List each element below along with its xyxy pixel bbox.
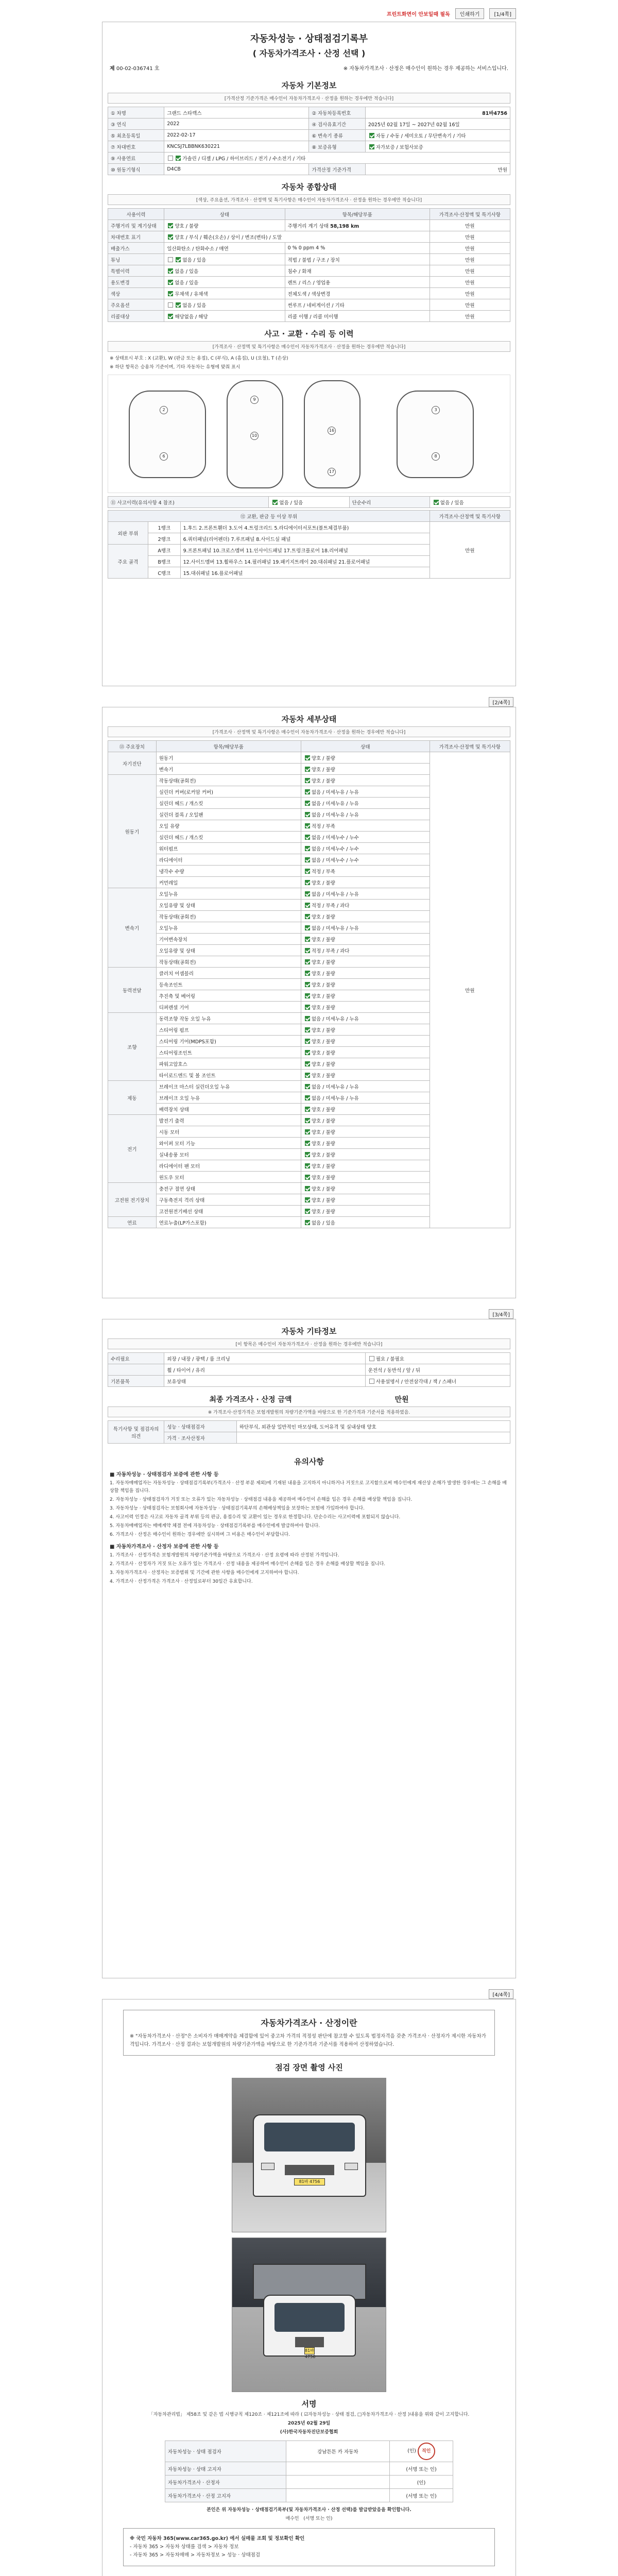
item-status: 양호 / 불량 [311,1073,335,1079]
signature-table [165,2441,453,2502]
item-label: 오일 유량 [156,820,301,832]
item-status: 양호 / 불량 [311,1186,335,1192]
item-status: 양호 / 불량 [311,1039,335,1045]
item-label: 배력장치 상태 [156,1104,301,1115]
checkbox [305,1107,310,1112]
group-label: 제동 [108,1081,157,1115]
group-label: 자기진단 [108,752,157,775]
help-link[interactable]: 프린트화면이 안보일때 필독 [386,11,450,18]
checkbox [305,835,310,840]
checkbox [168,257,173,262]
checkbox [305,801,310,806]
table-row: 자동차성능 · 상태 점검자 강남튼튼 카 자동차 (인) 직인 [165,2441,453,2462]
checkbox [305,1175,310,1180]
table-row: 자동차가격조사 · 산정 고지자 (서명 또는 인) [165,2489,453,2502]
checkbox [305,1027,310,1032]
table-row: ① 차명 그랜드 스타렉스 ② 자동차등록번호 81바4756 [108,107,510,118]
about-title: 자동차가격조사 · 산정이란 [261,2018,357,2028]
checkbox [305,1209,310,1214]
checkbox [305,767,310,772]
checkbox [369,1356,374,1361]
table-row: ③ 연식 2022 ④ 검사유효기간 2025년 02월 17일 ~ 2027년 02월 16일 [108,118,510,130]
overall-status-title: 자동차 종합상태 [281,182,337,192]
item-status: 양호 / 불량 [311,1050,335,1056]
receipt-block: 본인은 위 자동차성능 · 상태점검기록부(및 자동차가격조사 · 산정 선택)를 발급받았음을 확인합니다. 매수인 (서명 또는 인) [207,2507,411,2521]
item-status: 양호 / 불량 [311,1129,335,1136]
checkbox [369,144,374,149]
part-number-marker: 6 [160,452,168,461]
item-label: 구동축전지 격리 상태 [156,1194,301,1206]
checkbox [168,268,173,274]
checkbox [305,1186,310,1191]
item-label: 실린더 커버(로커암 커버) [156,786,301,798]
item-label: 파워고압호스 [156,1058,301,1070]
car-diagram [108,375,510,493]
item-label: 스티어링조인트 [156,1047,301,1058]
toolbar [102,7,516,20]
checkbox [305,1084,310,1089]
document-meta: 제 00-02-036741 호 ※ 자동차가격조사 · 산정은 매수인이 원하는 경우 제공하는 서비스입니다. [102,59,516,74]
checkbox [176,156,181,161]
page-indicator: [1/4쪽] [489,8,516,19]
sheet-page-1 [102,22,516,686]
license-plate: 81바 4756 [305,2348,316,2359]
checkbox [305,925,310,930]
checkbox [305,891,310,896]
checkbox [168,280,173,285]
checkbox [305,1220,310,1225]
document-subtitle: ( 자동차가격조사 · 산정 선택 ) [252,48,366,58]
item-label: 클러치 어셈블리 [156,968,301,979]
table-header-row: ⑬ 주요장치 항목/해당부품 상태 가격조사·산정액 및 특기사항 [108,741,510,752]
mileage-value: 58,198 km [330,223,359,229]
checkbox [305,869,310,874]
item-status: 양호 / 불량 [311,993,335,999]
item-status: 양호 / 불량 [311,778,335,784]
basic-info-table [108,107,510,175]
table-row: ⑤ 최초등록일 2022-02-17 ⑥ 변속기 종류 자동 / 수동 / 세미오토 / 무단변속기 / 기타 [108,130,510,141]
item-status: 양호 / 불량 [311,1005,335,1011]
checkbox [176,302,181,308]
group-label: 변속기 [108,888,157,968]
item-label: 작동상태(공회전) [156,911,301,922]
item-status: 양호 / 불량 [311,1027,335,1033]
item-status: 양호 / 불량 [311,959,335,965]
table-row: 용도변경 없음 / 있음 렌트 / 리스 / 영업용 만원 [108,277,510,288]
item-label: 시동 모터 [156,1126,301,1138]
table-row: 튜닝 없음 / 있음 적법 / 불법 / 구조 / 장치 만원 [108,254,510,265]
sign-org: (사)한국자동차진단보증협회 [280,2430,338,2435]
official-stamp: 직인 [418,2443,435,2460]
item-label: 타이로드엔드 및 볼 조인트 [156,1070,301,1081]
item-status: 양호 / 불량 [311,880,335,886]
checkbox [305,1141,310,1146]
table-row: 주행거리 및 계기상태 양호 / 불량 주행거리 계기 상태 58,198 km 만원 [108,220,510,231]
sign-desc-block: 「자동차관리법」 제58조 및 같은 법 시행규칙 제120조 · 제121조에 따라 ( ☑자동차성능 · 상태 점검, □자동차가격조사 · 산정 )내용을 위와 같이 고지합니다. 2025년 02월 29일 (사)한국자동차진단보증협회 [102,2411,516,2436]
notes-title: 유의사항 [294,1457,324,1466]
accident-legend: ※ 상태표시 부호 : X (교환), W (판금 또는 용접), C (부식), A (흠집), U (요철), T (손상) ※ 하단 항목은 승용차 기준이며, 기타 자동차는 유형에 맞춰 표시 [110,356,288,370]
item-label: 실린더 헤드 / 개스킷 [156,798,301,809]
item-status: 양호 / 불량 [311,1141,335,1147]
inspection-photo-lift [232,2238,386,2392]
item-status: 양호 / 불량 [311,755,335,761]
table-row: B랭크 12.사이드멤버 13.휠하우스 14.필러패널 19.패키지트레이 20.대쉬패널 21.플로어패널 [108,556,510,567]
checkbox [305,914,310,919]
detail-status-sub: [가격조사 · 산정액 및 특기사항은 매수인이 자동차가격조사 · 산정을 원하는 경우에만 적습니다] [108,726,510,737]
overall-status-sub: [색상, 주요옵션, 가격조사 · 산정액 및 특기사항은 매수인이 자동차가격조사 · 산정을 원하는 경우에만 적습니다] [108,194,510,205]
checkbox [305,812,310,817]
checkbox [305,1118,310,1123]
table-row: 주요 골격 A랭크 9.프론트패널 10.크로스멤버 11.인사이드패널 17.트렁크플로어 18.리어패널 [108,545,510,556]
checkbox [305,789,310,794]
item-status: 양호 / 불량 [311,1118,335,1124]
checkbox [305,1129,310,1134]
table-row: 차대번호 표기 양호 / 부식 / 훼손(오손) / 상이 / 변조(변타) / 도말 만원 [108,231,510,243]
item-status: 양호 / 불량 [311,937,335,943]
part-number-marker: 9 [250,396,259,404]
page-indicator: [2/4쪽] [489,697,513,707]
overall-status-table [108,208,510,322]
item-status: 없음 / 미세누유 / 누유 [311,801,359,807]
item-label: 라디에이터 [156,854,301,866]
item-status: 없음 / 있음 [311,1220,335,1226]
final-price-row [102,1394,516,1404]
item-status: 양호 / 불량 [311,1209,335,1215]
license-plate: 81바 4756 [294,2178,325,2185]
table-row: ⑪ 사고이력(유의사항 4 참조) 없음 / 있음 단순수리 없음 / 있음 [108,497,510,508]
part-number-marker: 17 [328,468,336,476]
item-label: 원동기 [156,752,301,764]
table-row: 기본품목 보유상태 사용설명서 / 안전삼각대 / 잭 / 스패너 [108,1376,510,1387]
about-desc: ※ "자동차가격조사 · 산정"은 소비자가 매매계약을 체결함에 있어 중고차 가격의 적정성 판단에 참고할 수 있도록 법정자격을 갖춘 가격조사 · 산정자가 제시한 자동차가격입니다. 가격조사 · 산정 결과는 보험개발원의 차량기준가액을 바탕으로 한 기준가격과 기준서를 적용하여 산정하였습니다. [130,2033,486,2047]
car-diagram-left-icon [129,391,206,478]
table-header-row: 사용이력 상태 항목/해당부품 가격조사·산정액 및 특기사항 [108,209,510,220]
item-label: 기어변속장치 [156,934,301,945]
table-row: C랭크 15.대쉬패널 16.플로어패널 [108,567,510,579]
basic-info-title: 자동차 기본정보 [281,81,337,90]
document-number: 00-02-036741 [116,66,153,72]
damage-rank-table [108,510,510,579]
final-price-title: 최종 가격조사 · 산정 금액 [209,1396,292,1404]
print-button[interactable]: 인쇄하기 [455,8,485,19]
checkbox [434,500,439,505]
checkbox [305,880,310,885]
item-status: 없음 / 미세누수 / 누수 [311,846,359,852]
item-status: 양호 / 불량 [311,971,335,977]
item-label: 워터펌프 [156,843,301,854]
basic-info-sub: [가격산정 기준가격은 매수인이 자동차가격조사 · 산정을 원하는 경우에만 적습니다] [108,93,510,104]
item-status: 양호 / 불량 [311,767,335,773]
table-header-row: ⑫ 교환, 판금 등 이상 부위 가격조사·산정액 및 특기사항 [108,511,510,522]
checkbox [305,982,310,987]
table-row: 자동차성능 · 상태 고지자 (서명 또는 인) [165,2462,453,2476]
item-label: 디퍼렌셜 기어 [156,1002,301,1013]
sheet-page-4 [102,1992,516,2576]
accident-status-table [108,496,510,508]
table-row: 리콜대상 해당없음 / 해당 리콜 이행 / 리콜 미이행 만원 [108,311,510,322]
item-status: 없음 / 미세누유 / 누유 [311,1084,359,1090]
item-status: 없음 / 미세누수 / 누수 [311,835,359,841]
checkbox [305,1050,310,1055]
sheet-page-2 [102,700,516,1298]
checkbox [305,857,310,862]
item-label: 오일누유 [156,922,301,934]
part-number-marker: 10 [250,432,259,440]
item-status: 양호 / 불량 [311,914,335,920]
item-status: 적정 / 부족 / 과다 [311,903,350,909]
item-label: 스티어링 기어(MDPS포함) [156,1036,301,1047]
checkbox [168,234,173,240]
part-number-marker: 3 [432,406,440,414]
checkbox [305,1016,310,1021]
checkbox [305,823,310,828]
photo-title: 점검 장면 촬영 사진 [275,2063,343,2072]
table-row: 특기사항 및 점검자의 의견 성능 · 상태점검자 하단부식, 외관상 일반적인 마모상태, 도어유격 및 실내상태 양호 [108,1421,510,1432]
item-label: 작동상태(공회전) [156,775,301,786]
item-label: 윈도우 모터 [156,1172,301,1183]
part-number-marker: 2 [160,406,168,414]
item-status: 양호 / 불량 [311,1061,335,1067]
checkbox [305,948,310,953]
group-label: 원동기 [108,775,157,888]
table-row: 휠 / 타이어 / 유리 운전석 / 동반석 / 앞 / 뒤 [108,1364,510,1376]
notes-block: ■ 자동차성능 · 상태점검자 보증에 관한 사항 등 1. 자동차매매업자는 자동차성능 · 상태점검기록부(가격조사 · 산정 부분 제외)에 기재된 내용을 고지하지 아니하거나 거짓으로 고지함으로써 매수인에게 재산상 손해가 발생한 경우에는 그 손해를 배상할 책임을 집니다. 2. 자동차성능 · 상태점검자가 거짓 또는 오류가 있는 자동차성능 · 상태점검 내용을 제공하여 매수인이 손해를 입은 경우 손해를 배상할 책임을 집니다. 3. 자동차성능 · 상태점검자는 보험회사에 자동차성능 · 상태점검기록부의 손해배상책임을 보장하는 보험에 가입하여야 합니다. 4. 사고이력 인정은 사고로 자동차 골격 부위 등의 판금, 용접수리 및 교환이 있는 경우로 한정합니다. 단순수리는 사고이력에 포함되지 않습니다. 5. 자동차매매업자는 매매계약 체결 전에 자동차성능 · 상태점검기록부를 매수인에게 발급하여야 합니다. 6. 가격조사 · 산정은 매수인이 원하는 경우에만 실시하며 그 비용은 매수인이 부담합니다. ■ 자동차가격조사 · 산정자 보증에 관한 사항 등 1. 가격조사 · 산정가격은 보험개발원의 차량기준가액을 바탕으로 가격조사 · 산정 요령에 따라 산정된 가격입니다. 2. 가격조사 · 산정자가 거짓 또는 오류가 있는 가격조사 · 산정 내용을 제공하여 매수인이 손해를 입은 경우 손해를 배상할 책임을 집니다. 3. 자동차가격조사 · 산정자는 보증범위 및 기간에 관한 사항을 매수인에게 고지하여야 합니다. 4. 가격조사 · 산정가격은 가격조사 · 산정일로부터 30일간 유효합니다. [110,1472,507,1584]
about-box [123,2010,495,2056]
table-row: 특별이력 없음 / 있음 침수 / 화재 만원 [108,265,510,277]
checkbox [305,993,310,998]
item-label: 냉각수 수량 [156,866,301,877]
item-label: 실내송풍 모터 [156,1149,301,1160]
checkbox [168,314,173,319]
page-indicator: [4/4쪽] [489,1989,513,1999]
item-status: 적정 / 부족 [311,869,335,875]
accident-history-sub: [가격조사 · 산정액 및 특기사항은 매수인이 자동차가격조사 · 산정을 원하는 경우에만 적습니다] [108,341,510,352]
item-status: 양호 / 불량 [311,982,335,988]
checkbox [305,846,310,851]
checkbox [305,1005,310,1010]
checkbox [305,1061,310,1066]
checkbox [305,1073,310,1078]
item-label: 오일유량 및 상태 [156,945,301,956]
checkbox [305,1152,310,1157]
item-status: 양호 / 불량 [311,1163,335,1170]
special-notes-table [108,1420,510,1444]
checkbox [272,500,278,505]
item-label: 커먼레일 [156,877,301,888]
checkbox [305,903,310,908]
final-price-unit: 만원 [394,1396,409,1404]
item-status: 양호 / 불량 [311,1107,335,1113]
truck-image [263,2295,356,2357]
item-label: 실린더 헤드 / 개스킷 [156,832,301,843]
item-label: 작동상태(공회전) [156,956,301,968]
item-status: 없음 / 미세누유 / 누유 [311,891,359,897]
group-label: 동력전달 [108,968,157,1013]
item-status: 양호 / 불량 [311,1175,335,1181]
table-row: ⑦ 차대번호 KNCSJ7LBBNK630221 ⑧ 보증유형 자가보증 / 보험사보증 [108,141,510,152]
other-info-sub: [이 항목은 매수인이 자동차가격조사 · 산정을 원하는 경우에만 적습니다] [108,1338,510,1349]
item-label: 브레이크 오일 누유 [156,1092,301,1104]
table-row [108,752,510,764]
checkbox [369,133,374,138]
detail-status-title: 자동차 세부상태 [281,715,337,724]
item-label: 동력조향 작동 오일 누유 [156,1013,301,1024]
item-label: 오일누유 [156,888,301,900]
item-status: 적정 / 부족 [311,823,335,829]
sign-date: 2025년 02월 29일 [287,2421,331,2426]
footer-box: ※ 국민 자동차 365(www.car365.go.kr) 에서 실매물 조회 및 정보확인 확인 - 자동차 365 > 자동차 상태를 검색 > 자동차 정보 - 자동차 365 > 자동차매매 > 자동차정보 > 성능 · 상태점검 [123,2528,495,2566]
item-status: 적정 / 부족 / 과다 [311,948,350,954]
other-info-table [108,1352,510,1387]
item-status: 없음 / 미세누유 / 누유 [311,925,359,931]
sign-title: 서명 [301,2399,317,2409]
item-label: 스티어링 펌프 [156,1024,301,1036]
final-price-note: ※ 가격조사·산정가격은 보험개발원의 차량기준가액을 바탕으로 한 기준가격과 기준서를 적용하였음. [108,1406,510,1417]
table-row: ⑩ 원동기형식 D4CB 가격산정 기준가격 만원 [108,164,510,175]
table-row: 배출가스 일산화탄소 / 탄화수소 / 매연 0 % 0 ppm 4 % 만원 [108,243,510,254]
checkbox [305,959,310,964]
checkbox [168,291,173,296]
document-notice: ※ 자동차가격조사 · 산정은 매수인이 원하는 경우 제공하는 서비스입니다. [343,66,508,72]
truck-image [253,2114,366,2197]
inspection-photo-front [232,2078,386,2232]
checkbox [305,1163,310,1168]
table-row: 색상 무채색 / 유채색 전체도색 / 색상변경 만원 [108,288,510,299]
sheet-page-3 [102,1312,516,1978]
checkbox [305,937,310,942]
item-status: 없음 / 미세누유 / 누유 [311,812,359,818]
item-label: 연료누출(LP가스포함) [156,1217,301,1228]
group-label: 전기 [108,1115,157,1183]
page-indicator: [3/4쪽] [489,1309,513,1319]
table-row: 외판 부위 1랭크 1.후드 2.프론트휀더 3.도어 4.트렁크리드 5.라디에이터서포트(볼트체결부품) 만원 [108,522,510,533]
checkbox [305,1095,310,1100]
item-label: 등속조인트 [156,979,301,990]
car-diagram-right-icon [397,391,474,478]
checkbox [305,971,310,976]
item-status: 양호 / 불량 [311,1197,335,1204]
item-label: 브레이크 마스터 실린더오일 누유 [156,1081,301,1092]
table-row: 주요옵션 없음 / 있음 썬루프 / 네비게이션 / 기타 만원 [108,299,510,311]
item-label: 실린더 블록 / 오일팬 [156,809,301,820]
checkbox [176,257,181,262]
checkbox [168,223,173,228]
group-label: 고전원 전기장치 [108,1183,157,1217]
other-info-title: 자동차 기타정보 [281,1327,337,1336]
item-label: 오일유량 및 상태 [156,900,301,911]
item-status: 없음 / 미세누유 / 누유 [311,1016,359,1022]
document-title: 자동차성능 · 상태점검기록부 [250,33,368,44]
part-number-marker: 16 [328,427,336,435]
item-status: 없음 / 미세누수 / 누수 [311,857,359,863]
table-row: 자동차가격조사 · 산정자 (인) [165,2476,453,2489]
item-label: 라디에이터 팬 모터 [156,1160,301,1172]
checkbox [369,1379,374,1384]
table-row: 2랭크 6.쿼터패널(리어펜더) 7.루프패널 8.사이드실 패널 [108,533,510,545]
part-number-marker: 8 [432,452,440,461]
item-label: 추진축 및 베어링 [156,990,301,1002]
accident-history-title: 사고 · 교환 · 수리 등 이력 [264,329,354,338]
checkbox [305,1039,310,1044]
checkbox [305,778,310,783]
item-label: 고전원전기배선 상태 [156,1206,301,1217]
item-label: 변속기 [156,764,301,775]
checkbox [305,1197,310,1202]
group-label: 조향 [108,1013,157,1081]
detail-status-table [108,740,510,1228]
item-status: 없음 / 미세누유 / 누유 [311,789,359,795]
table-row: 가격 · 조사산정자 [108,1432,510,1444]
checkbox [305,755,310,760]
item-label: 충전구 절연 상태 [156,1183,301,1194]
table-row: ⑨ 사용연료 가솔린 / 디젤 / LPG / 하이브리드 / 전기 / 수소전기 / 기타 [108,152,510,164]
table-row: 수리필요 외장 / 내장 / 광택 / 룸 크리닝 필요 / 불필요 [108,1353,510,1364]
price-cell: 만원 [430,752,510,1228]
checkbox [168,156,173,161]
checkbox [168,302,173,308]
item-label: 발전기 출력 [156,1115,301,1126]
item-status: 양호 / 불량 [311,1152,335,1158]
item-label: 와이퍼 모터 기능 [156,1138,301,1149]
group-label: 연료 [108,1217,157,1228]
item-status: 없음 / 미세누유 / 누유 [311,1095,359,1101]
